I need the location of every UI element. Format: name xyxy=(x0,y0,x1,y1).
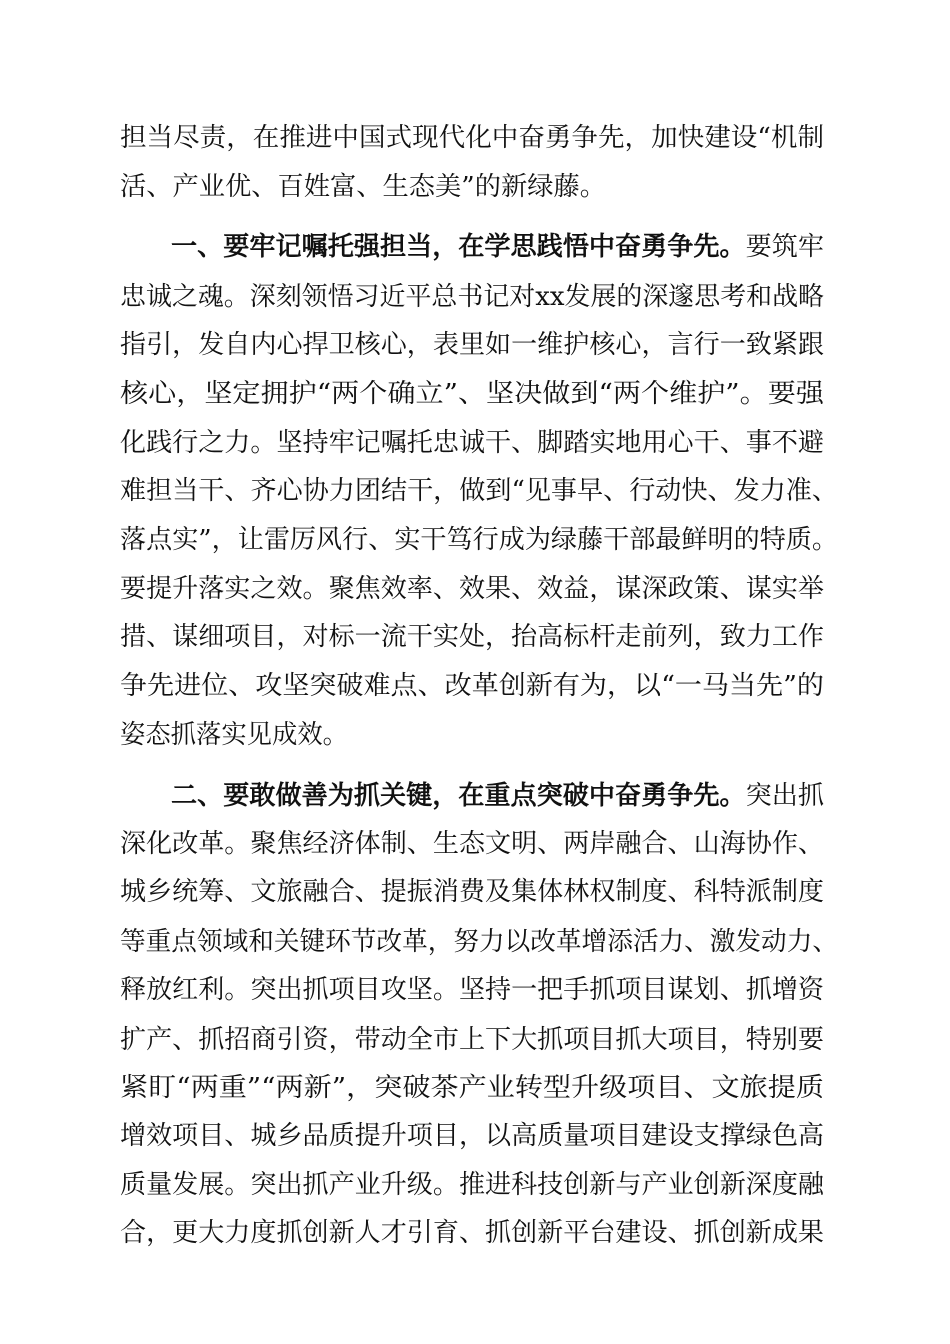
body-text: 担当尽责，在推进中国式现代化中奋勇争先，加快建设“机制 xyxy=(120,123,824,153)
line-text xyxy=(120,661,824,711)
body-text: 化践行之力。坚持牢记嘱托忠诚干、脚踏实地用心干、事不避 xyxy=(120,428,824,458)
line-text xyxy=(120,515,838,565)
line-text xyxy=(120,1160,824,1210)
body-text: 要筑牢 xyxy=(745,232,825,262)
text-line xyxy=(0,1063,950,1113)
line-text xyxy=(120,369,824,419)
text-line xyxy=(0,917,950,967)
text-line xyxy=(0,162,950,212)
body-text: 突出抓 xyxy=(745,781,825,811)
text-line xyxy=(0,771,950,821)
line-text xyxy=(120,1063,824,1113)
body-text: 城乡统筹、文旅融合、提振消费及集体林权制度、科特派制度 xyxy=(120,877,824,907)
line-text xyxy=(120,612,824,662)
line-text xyxy=(120,1015,824,1065)
text-line xyxy=(0,320,950,370)
text-line xyxy=(0,564,950,614)
body-text: 活、产业优、百姓富、生态美”的新绿藤。 xyxy=(120,172,606,202)
line-text xyxy=(120,564,824,614)
line-text xyxy=(120,418,824,468)
text-line xyxy=(0,1015,950,1065)
body-text: 姿态抓落实见成效。 xyxy=(120,720,348,750)
line-text xyxy=(120,113,824,163)
line-text xyxy=(120,320,824,370)
body-text: 增效项目、城乡品质提升项目，以高质量项目建设支撑绿色高 xyxy=(120,1121,824,1151)
line-text xyxy=(171,222,824,272)
line-text xyxy=(120,272,824,322)
body-text: 合，更大力度抓创新人才引育、抓创新平台建设、抓创新成果 xyxy=(120,1218,824,1248)
body-text: 要提升落实之效。聚焦效率、效果、效益，谋深政策、谋实举 xyxy=(120,574,824,604)
line-text xyxy=(120,917,838,967)
body-text: 落点实”，让雷厉风行、实干笃行成为绿藤干部最鲜明的特质。 xyxy=(120,525,838,555)
text-line xyxy=(0,1208,950,1258)
body-text: 措、谋细项目，对标一流干实处，抬高标杆走前列，致力工作 xyxy=(120,622,824,652)
body-text: 深化改革。聚焦经济体制、生态文明、两岸融合、山海协作、 xyxy=(120,829,824,859)
body-text: 释放红利。突出抓项目攻坚。坚持一把手抓项目谋划、抓增资 xyxy=(120,975,824,1005)
body-text: 等重点领域和关键环节改革，努力以改革增添活力、激发动力、 xyxy=(120,927,838,957)
bold-heading-text: 一、要牢记嘱托强担当，在学思践悟中奋勇争先。 xyxy=(171,232,746,262)
text-line xyxy=(0,710,950,760)
body-text: 紧盯“两重”“两新”，突破茶产业转型升级项目、文旅提质 xyxy=(120,1073,824,1103)
body-text: 争先进位、攻坚突破难点、改革创新有为，以“一马当先”的 xyxy=(120,671,824,701)
text-line xyxy=(0,466,950,516)
body-text: 忠诚之魂。深刻领悟习近平总书记对xx发展的深邃思考和战略 xyxy=(120,282,824,312)
text-line xyxy=(0,222,950,272)
line-text xyxy=(171,771,824,821)
body-text: 核心，坚定拥护“两个确立”、坚决做到“两个维护”。要强 xyxy=(120,379,824,409)
line-text xyxy=(120,1208,824,1258)
line-text xyxy=(120,867,824,917)
text-line xyxy=(0,965,950,1015)
line-text xyxy=(120,710,348,760)
text-line xyxy=(0,1160,950,1210)
text-line xyxy=(0,661,950,711)
body-text: 难担当干、齐心协力团结干，做到“见事早、行动快、发力准、 xyxy=(120,476,838,506)
text-line xyxy=(0,867,950,917)
body-text: 扩产、抓招商引资，带动全市上下大抓项目抓大项目，特别要 xyxy=(120,1025,824,1055)
line-text xyxy=(120,819,824,869)
text-line xyxy=(0,272,950,322)
text-line xyxy=(0,369,950,419)
line-text xyxy=(120,965,824,1015)
line-text xyxy=(120,162,606,212)
body-text: 质量发展。突出抓产业升级。推进科技创新与产业创新深度融 xyxy=(120,1170,824,1200)
line-text xyxy=(120,1111,824,1161)
text-line xyxy=(0,1111,950,1161)
text-line xyxy=(0,819,950,869)
text-line xyxy=(0,612,950,662)
text-line xyxy=(0,113,950,163)
bold-heading-text: 二、要敢做善为抓关键，在重点突破中奋勇争先。 xyxy=(171,781,746,811)
text-line xyxy=(0,515,950,565)
text-line xyxy=(0,418,950,468)
line-text xyxy=(120,466,838,516)
body-text: 指引，发自内心捍卫核心，表里如一维护核心，言行一致紧跟 xyxy=(120,330,824,360)
